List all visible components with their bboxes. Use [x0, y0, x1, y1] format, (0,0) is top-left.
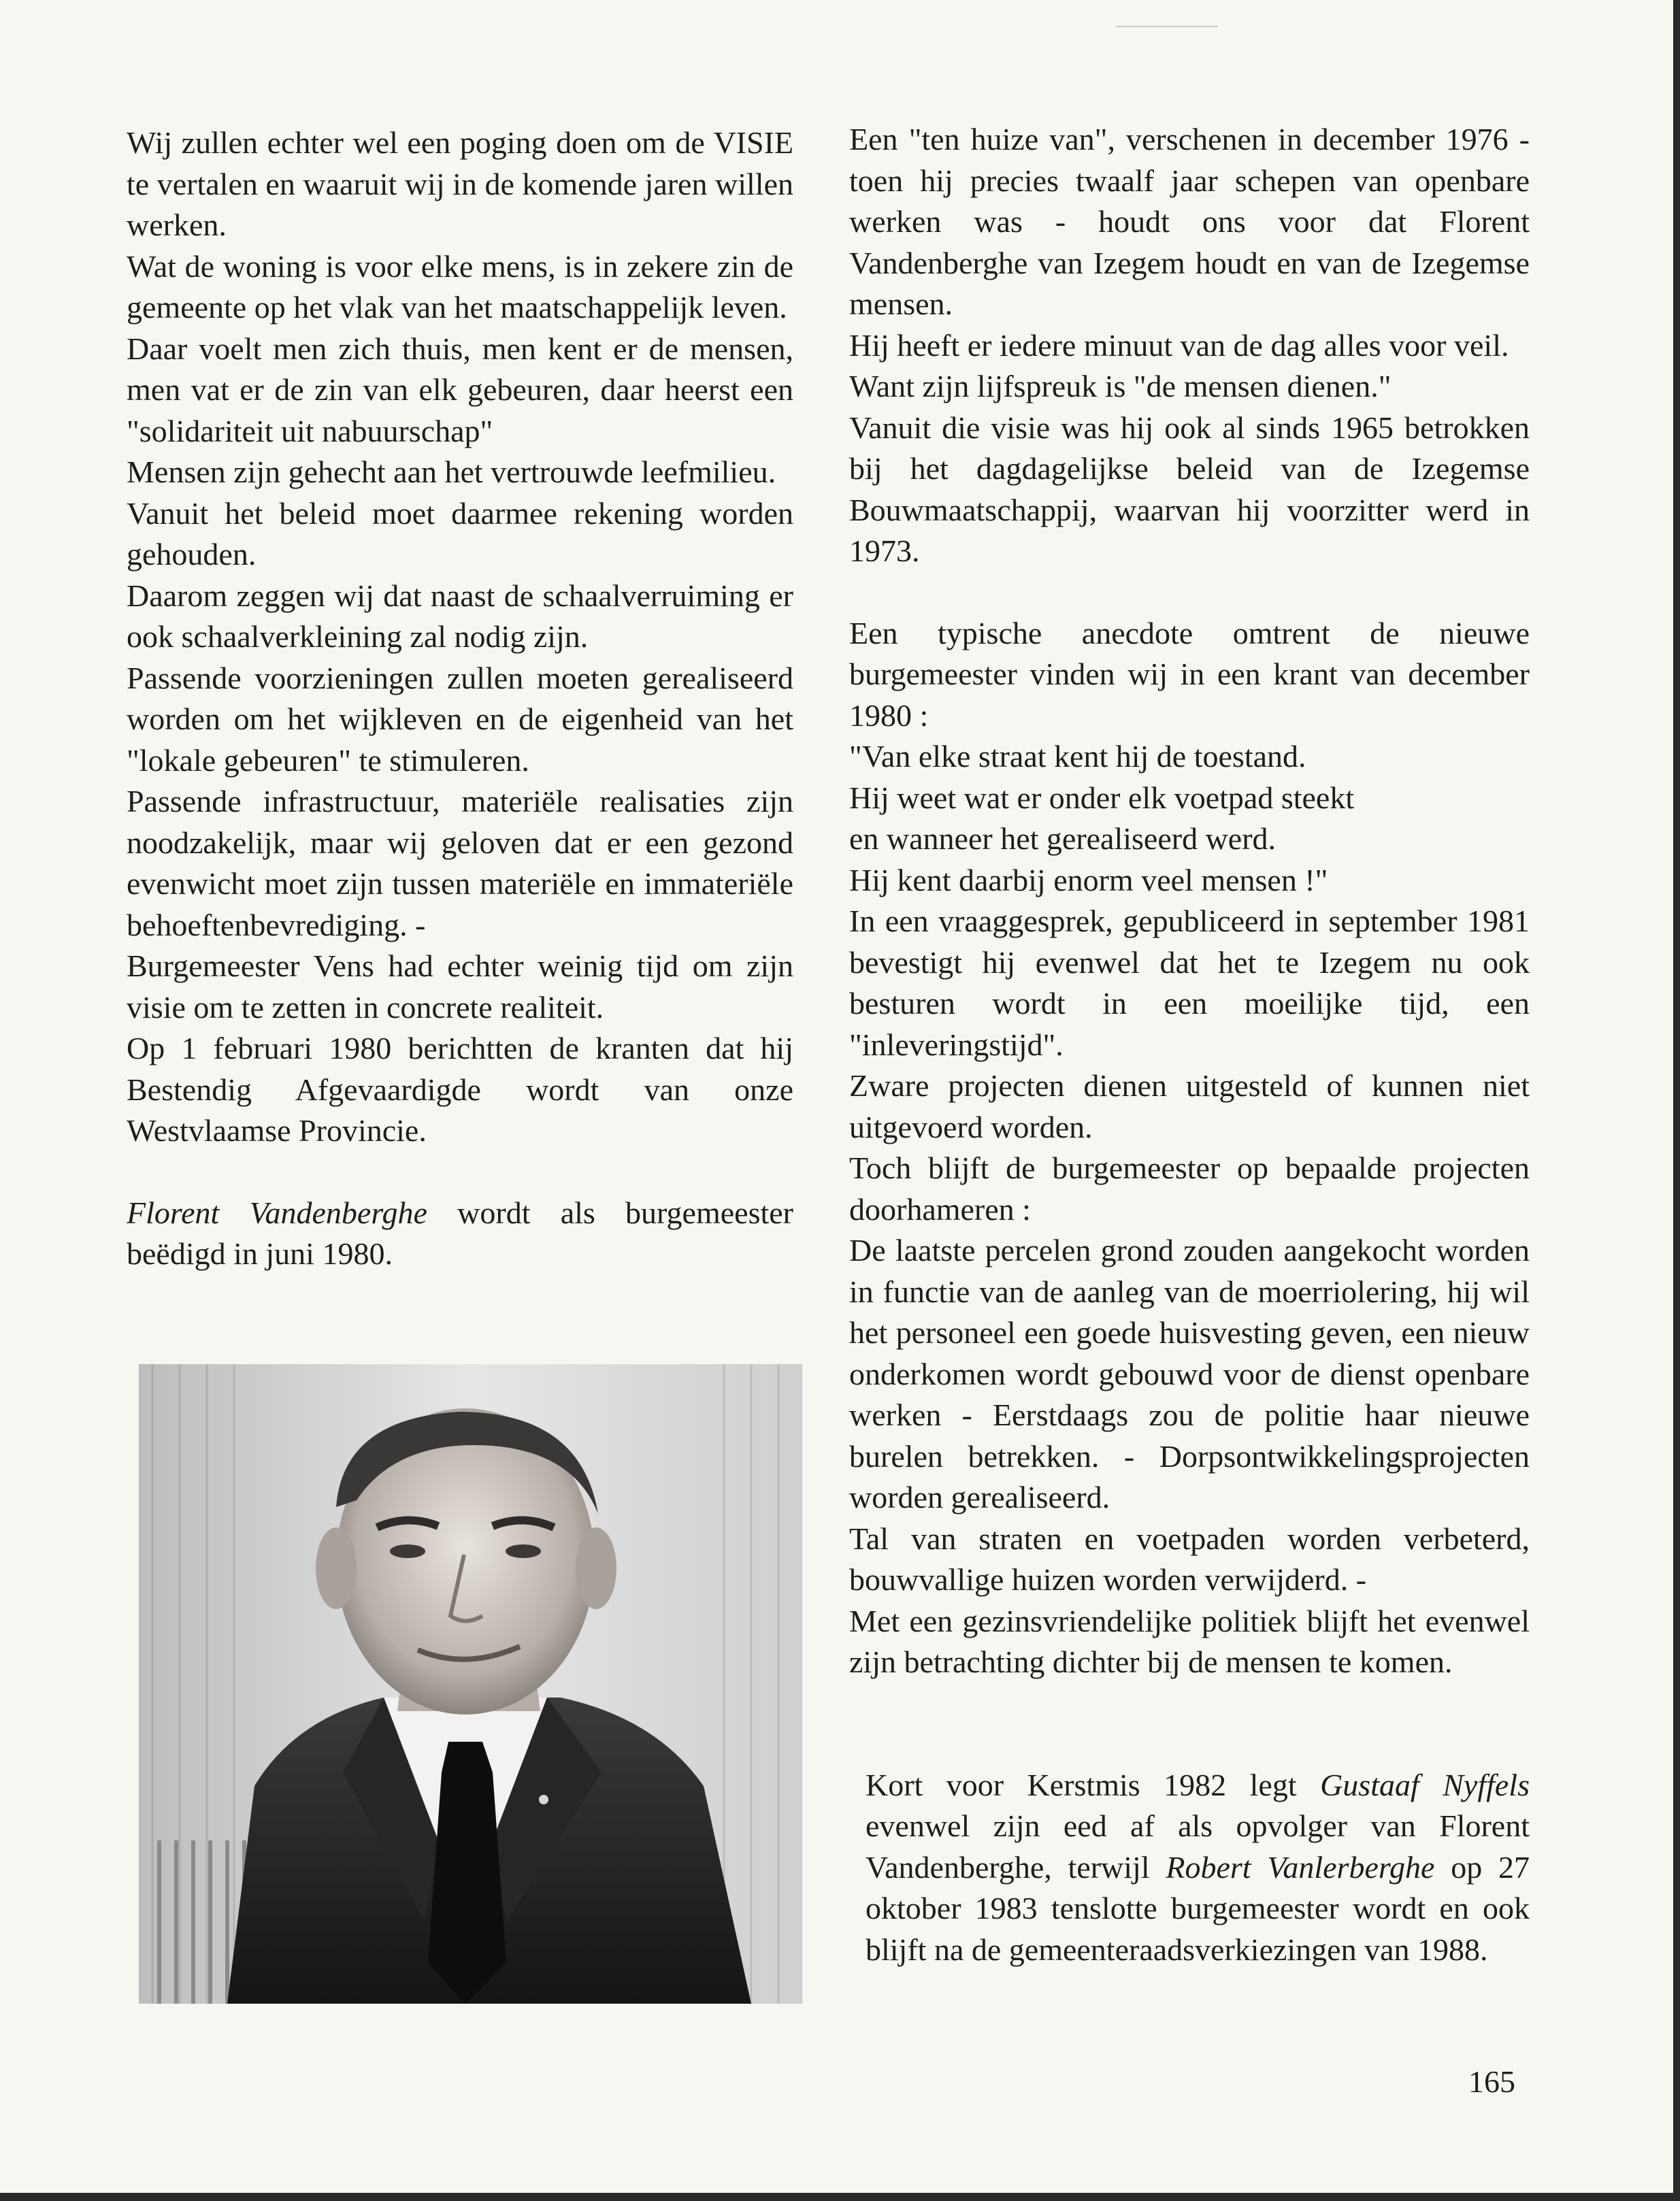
caption-text: wordt als burgemeester beëdigd in juni 1980.: [127, 1195, 793, 1271]
portrait-photo: [139, 1364, 802, 2004]
left-paragraph-2: Wat de woning is voor elke mens, is in zekere zin de gemeente op het vlak van het maatschappelijk leven.: [127, 248, 793, 325]
caption-name: Florent Vandenberghe: [127, 1195, 427, 1230]
left-paragraph-3: Daar voelt men zich thuis, men kent er de mensen, men vat er de zin van elk gebeuren, daar heerst een "solidariteit uit nabuurschap": [127, 331, 793, 448]
closing-name-1: Gustaaf Nyffels: [1320, 1767, 1530, 1802]
right-paragraph-2: Hij heeft er iedere minuut van de dag alles voor veil.: [849, 327, 1509, 363]
closing-text-3: op 27 oktober 1983 tenslotte burgemeester wordt en ook blijft na de gemeenteraadsverkiezingen van 1988.: [866, 1849, 1530, 1967]
right-paragraph-5: Een typische anecdote omtrent de nieuwe burgemeester vinden wij in een krant van december 1980 :: [849, 615, 1530, 733]
left-paragraph-5: Vanuit het beleid moet daarmee rekening worden gehouden.: [127, 495, 793, 572]
right-column: [849, 119, 1530, 1970]
right-paragraph-15: Met een gezinsvriendelijke politiek blijft het evenwel zijn betrachting dichter bij de mensen te komen.: [849, 1603, 1530, 1679]
left-paragraph-7: Passende voorzieningen zullen moeten gerealiseerd worden om het wijkleven en de eigenheid van het "lokale gebeuren" te stimuleren.: [127, 660, 793, 778]
right-paragraph-12: Toch blijft de burgemeester op bepaalde projecten doorhameren :: [849, 1151, 1530, 1227]
left-paragraph-10: Op 1 februari 1980 berichtten de kranten dat hij Bestendig Afgevaardigde wordt van onze Westvlaamse Provincie.: [127, 1031, 793, 1148]
left-paragraph-6: Daarom zeggen wij dat naast de schaalverruiming er ook schaalverkleining zal nodig zijn.: [127, 578, 793, 654]
right-paragraph-1: Een "ten huize van", verschenen in december 1976 - toen hij precies twaalf jaar schepen van openbare werken was - houdt ons voor dat Florent Vandenberghe van Izegem houdt en van de Izegemse mensen.: [849, 122, 1530, 321]
right-paragraph-14: Tal van straten en voetpaden worden verbeterd, bouwvallige huizen worden verwijderd. -: [849, 1521, 1530, 1597]
left-paragraph-4: Mensen zijn gehecht aan het vertrouwde leefmilieu.: [127, 454, 776, 489]
right-paragraph-9: Hij kent daarbij enorm veel mensen !": [849, 862, 1328, 897]
right-paragraph-13: De laatste percelen grond zouden aangekocht worden in functie van de aanleg van de moerriolering, hij wil het personeel een goede huisvesting geven, een nieuw onderkomen wordt gebouwd voor de dienst openbare werken - Eerstdaags zou de politie haar nieuwe burelen betrekken. - Dorpsontwikkelingsprojecten worden gerealiseerd.: [849, 1233, 1530, 1515]
left-paragraph-8: Passende infrastructuur, materiële realisaties zijn noodzakelijk, maar wij geloven dat er een gezond evenwicht moet zijn tussen materiële en immateriële behoeftenbevrediging. -: [127, 784, 793, 942]
left-paragraph-1: Wij zullen echter wel een poging doen om de VISIE te vertalen en waaruit wij in de komende jaren willen werken.: [127, 125, 793, 242]
right-paragraph-4: Vanuit die visie was hij ook al sinds 1965 betrokken bij het dagdagelijkse beleid van de Izegemse Bouwmaatschappij, waarvan hij voorzitter werd in 1973.: [849, 410, 1530, 568]
right-paragraph-3: Want zijn lijfspreuk is "de mensen dienen.": [849, 369, 1391, 403]
photo-caption: [127, 1193, 793, 1275]
page-edge-right: [1673, 0, 1680, 2201]
closing-text-2: evenwel zijn eed af als opvolger van Florent Vandenberghe, terwijl: [866, 1808, 1530, 1885]
page-edge-bottom: [0, 2193, 1680, 2201]
top-rule: [1116, 26, 1218, 27]
closing-name-2: Robert Vanlerberghe: [1166, 1849, 1435, 1885]
right-paragraph-7: Hij weet wat er onder elk voetpad steekt: [849, 780, 1355, 815]
right-paragraph-6: "Van elke straat kent hij de toestand.: [849, 739, 1306, 774]
closing-text-1: Kort voor Kerstmis 1982 legt: [866, 1767, 1321, 1802]
right-paragraph-11: Zware projecten dienen uitgesteld of kunnen niet uitgevoerd worden.: [849, 1068, 1530, 1144]
left-column: [127, 122, 793, 1275]
right-paragraph-8: en wanneer het gerealiseerd werd.: [849, 821, 1277, 856]
page-number: 165: [1468, 2064, 1515, 2099]
left-paragraph-9: Burgemeester Vens had echter weinig tijd om zijn visie om te zetten in concrete realiteit.: [127, 948, 793, 1025]
closing-paragraph: [849, 1765, 1530, 1971]
right-paragraph-10: In een vraaggesprek, gepubliceerd in september 1981 bevestigt hij evenwel dat het te Izegem nu ook besturen wordt in een moeilijke tijd, een "inleveringstijd".: [849, 904, 1530, 1062]
